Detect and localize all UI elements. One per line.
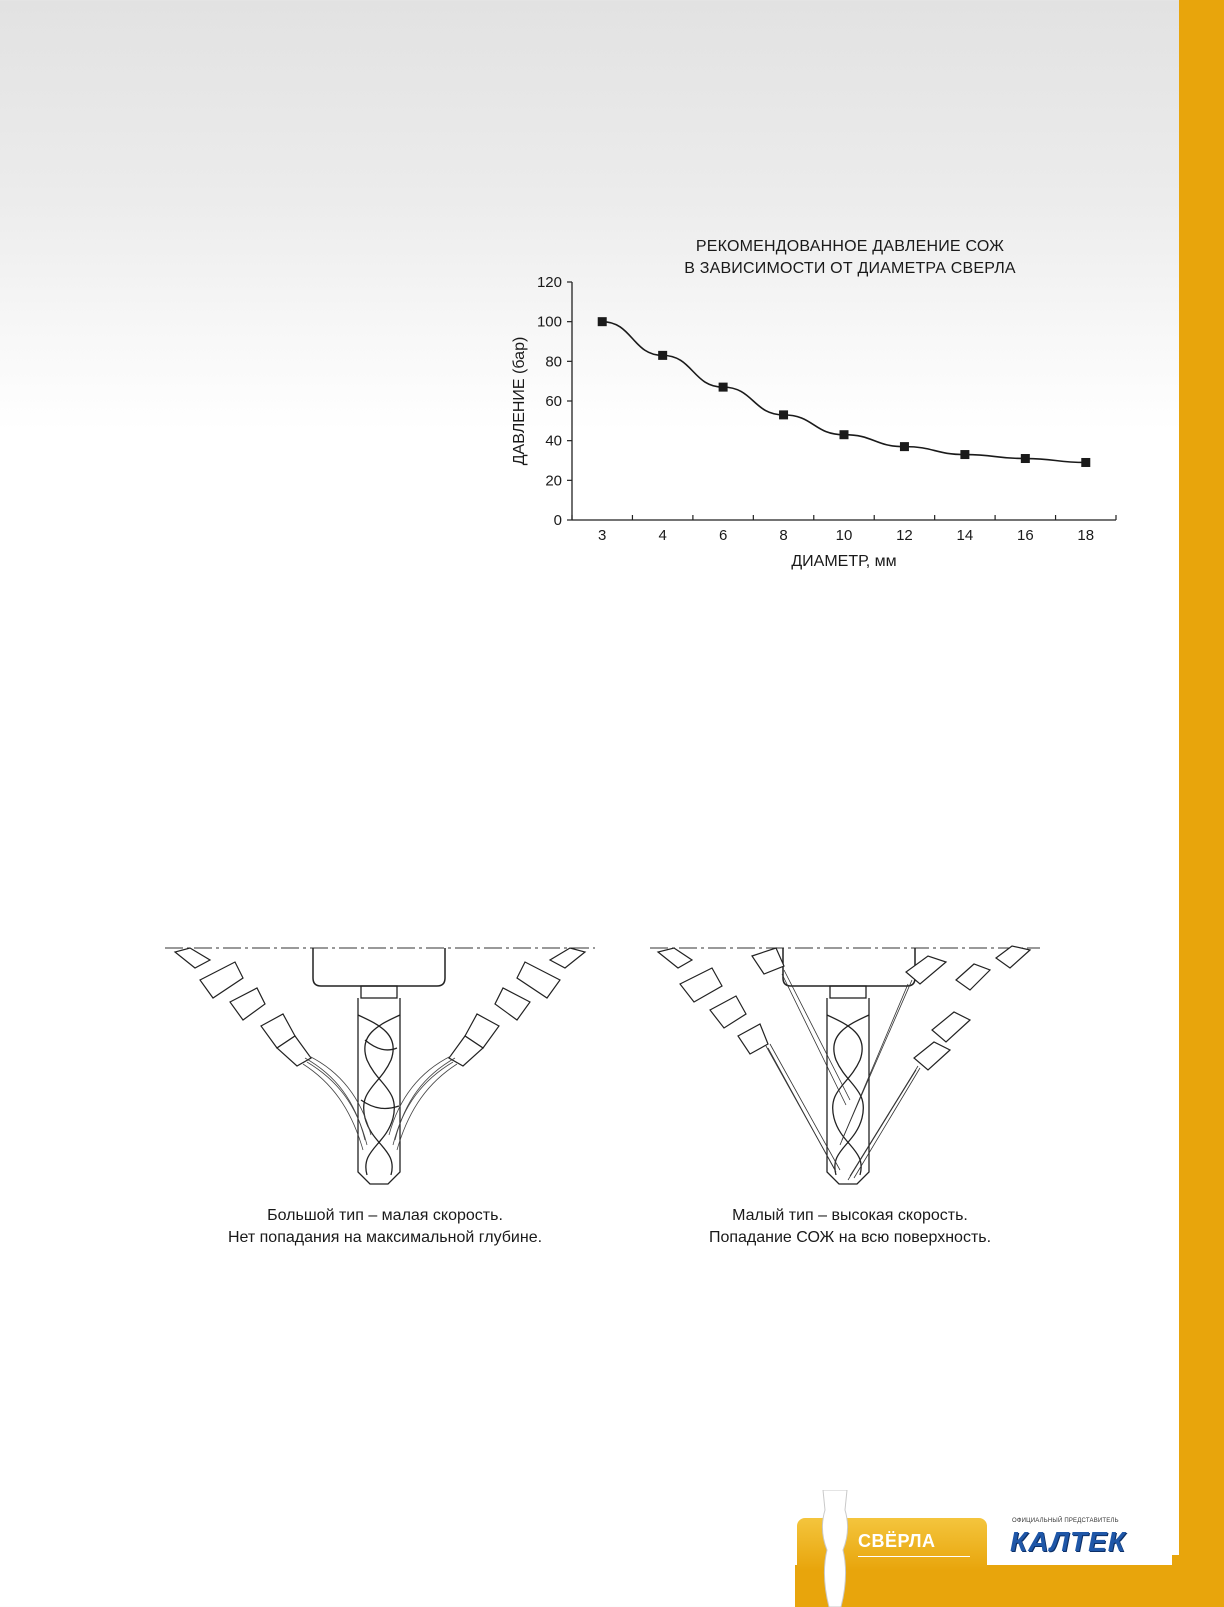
right-figure-caption (640, 1205, 1060, 1249)
data-point (779, 410, 788, 419)
data-point (1081, 458, 1090, 467)
data-point (658, 351, 667, 360)
data-point (1021, 454, 1030, 463)
y-tick-label: 120 (536, 274, 562, 291)
right-caption-line2: Попадание СОЖ на всю поверхность. (708, 1229, 992, 1246)
x-tick-label: 10 (835, 527, 853, 544)
large-nozzle-diagram (165, 940, 605, 1200)
side-accent-stripe (1179, 0, 1224, 1607)
right-coolant-jet (389, 1056, 457, 1150)
y-tick-label: 40 (545, 432, 562, 450)
x-tick-label: 12 (896, 527, 913, 544)
section-underline (858, 1556, 970, 1557)
x-tick-label: 16 (1016, 527, 1034, 544)
chart-subtitle: В ЗАВИСИМОСТИ ОТ ДИАМЕТРА СВЕРЛА (684, 260, 1016, 277)
right-caption-line1: Малый тип – высокая скорость. (732, 1207, 968, 1224)
right-coolant-jets (840, 980, 920, 1180)
data-point (840, 430, 849, 439)
data-point (598, 317, 607, 326)
x-tick-label: 8 (779, 527, 788, 544)
data-point (719, 383, 728, 392)
drill-bit-icon (815, 1490, 855, 1607)
chart-title: РЕКОМЕНДОВАННОЕ ДАВЛЕНИЕ СОЖ (695, 238, 1005, 255)
y-tick-label: 100 (536, 313, 562, 331)
data-point (900, 442, 909, 451)
x-tick-label: 3 (598, 527, 607, 544)
brand-logo: КАЛТЕК (1010, 1526, 1127, 1557)
x-axis-title: ДИАМЕТР, мм (791, 553, 897, 570)
spindle-holder (783, 948, 915, 986)
x-tick-label: 18 (1077, 527, 1095, 544)
section-label: СВЁРЛА (858, 1531, 936, 1551)
left-caption-line1: Большой тип – малая скорость. (267, 1207, 503, 1224)
pressure-chart (500, 230, 1160, 590)
right-nozzle-group (906, 946, 1030, 1070)
left-nozzle-group (175, 948, 311, 1066)
y-axis-title: ДАВЛЕНИЕ (бар) (511, 336, 528, 466)
spindle-holder (313, 948, 445, 986)
left-figure-caption (165, 1205, 605, 1249)
x-tick-label: 14 (956, 527, 974, 544)
small-nozzle-diagram (650, 940, 1050, 1200)
brand-subtitle: ОФИЦИАЛЬНЫЙ ПРЕДСТАВИТЕЛЬ (1012, 1518, 1119, 1524)
footer-accent-band (795, 1565, 1224, 1607)
y-tick-label: 20 (545, 472, 562, 490)
drill-bit (358, 998, 400, 1184)
drill-shank (830, 986, 866, 998)
data-point (960, 450, 969, 459)
chart-plot-area (500, 230, 1160, 590)
y-tick-label: 80 (545, 353, 562, 371)
left-caption-line2: Нет попадания на максимальной глубине. (227, 1229, 543, 1246)
right-nozzle-group (449, 948, 585, 1066)
series-line (602, 322, 1086, 463)
y-tick-label: 0 (553, 512, 562, 529)
x-tick-label: 6 (718, 527, 728, 544)
left-nozzle-group (658, 948, 784, 1054)
y-tick-label: 60 (545, 393, 562, 410)
left-coolant-jets (766, 970, 850, 1172)
drill-shank (361, 986, 397, 998)
x-tick-label: 4 (658, 527, 667, 544)
left-coolant-jet (303, 1056, 371, 1150)
